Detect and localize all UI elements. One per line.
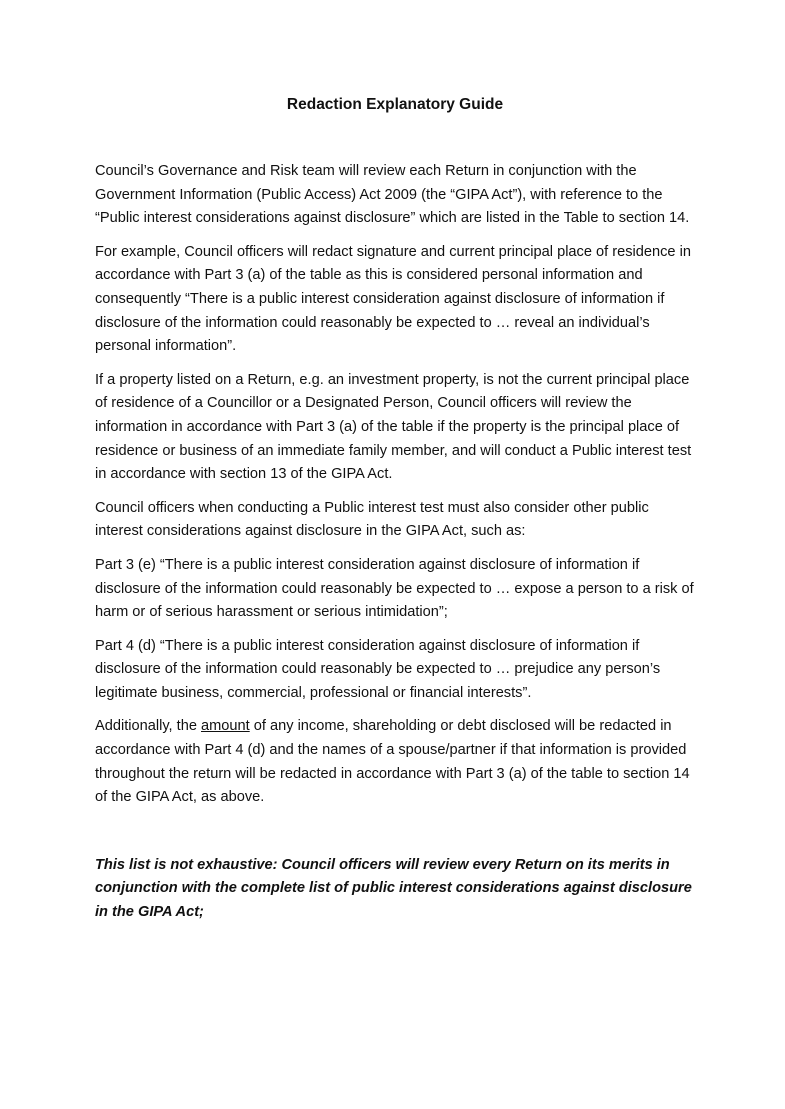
paragraph-additional-redactions	[95, 715, 695, 809]
document-page	[95, 94, 695, 925]
paragraph-other-considerations: Council officers when conducting a Public interest test must also consider other public interest considerations against disclosure in the GIPA Act, such as:	[95, 499, 649, 540]
document-title: Redaction Explanatory Guide	[286, 96, 504, 113]
additional-redactions-text-before: Additionally, the	[95, 718, 202, 735]
underlined-amount: amount	[201, 718, 250, 735]
paragraph-investment-property: If a property listed on a Return, e.g. an investment property, is not the current principal place of residence of a Councillor or a Designated Person, Council officers will review the information in accordance with Part 3 (a) of the table if the property is the principal place of residence or business of an immediate family member, and will conduct a Public interest test in accordance with section 13 of the GIPA Act.	[95, 371, 692, 483]
paragraph-part-3e: Part 3 (e) “There is a public interest consideration against disclosure of information if disclosure of the information could reasonably be expected to … expose a person to a risk of harm or of serious harassment or serious intimidation”;	[95, 556, 694, 621]
paragraph-personal-information-example: For example, Council officers will redact signature and current principal place of residence in accordance with Part 3 (a) of the table as this is considered personal information and consequently “There is a public interest consideration against disclosure of information if disclosure of the information could reasonably be expected to … reveal an individual’s personal information”.	[95, 243, 691, 355]
additional-redactions-text-after: of any income, shareholding or debt disclosed will be redacted in accordance with Part 4 (d) and the names of a spouse/partner if that information is provided throughout the return will be redacted in accordance with Part 3 (a) of the table to section 14 of the GIPA Act, as above.	[95, 718, 690, 806]
closing-note: This list is not exhaustive: Council officers will review every Return on its merits in conjunction with the complete list of public interest considerations against disclosure in the GIPA Act;	[95, 856, 692, 921]
paragraph-review-overview: Council’s Governance and Risk team will review each Return in conjunction with the Government Information (Public Access) Act 2009 (the “GIPA Act”), with reference to the “Public interest considerations against disclosure” which are listed in the Table to section 14.	[95, 163, 690, 227]
paragraph-part-4d: Part 4 (d) “There is a public interest consideration against disclosure of information if disclosure of the information could reasonably be expected to … prejudice any person’s legitimate business, commercial, professional or financial interests”.	[95, 637, 661, 701]
